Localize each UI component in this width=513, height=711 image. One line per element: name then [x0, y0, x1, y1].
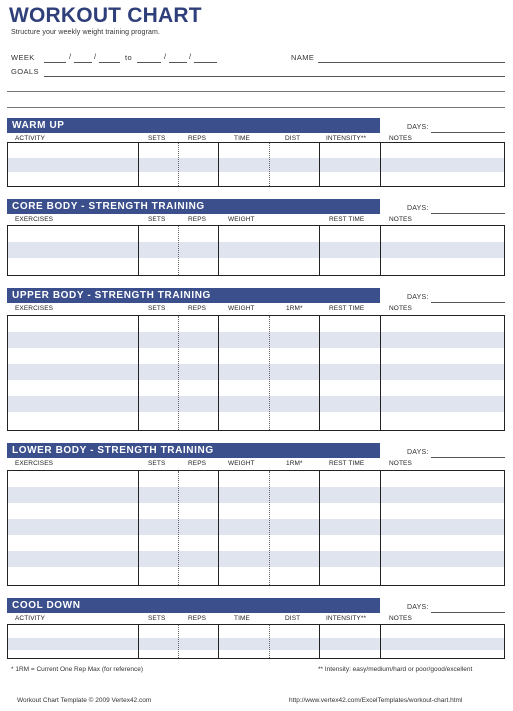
days-label: DAYS:: [407, 124, 429, 131]
table-row[interactable]: [8, 380, 504, 396]
section-header-bar: [7, 118, 380, 133]
col-divider: [178, 143, 179, 186]
col-divider: [380, 143, 381, 186]
week-start-month-field[interactable]: [44, 62, 66, 63]
col-divider: [269, 143, 270, 186]
col-header-dist: DIST: [285, 135, 301, 142]
page-title: WORKOUT CHART: [9, 4, 202, 27]
week-start-day-field[interactable]: [74, 62, 92, 63]
table-row[interactable]: [8, 519, 504, 535]
col-header-rest-time: REST TIME: [329, 460, 365, 467]
days-field[interactable]: [431, 213, 505, 214]
days-field[interactable]: [431, 457, 505, 458]
date-separator: /: [69, 52, 72, 61]
lower-table: [7, 470, 505, 586]
table-row[interactable]: [8, 551, 504, 567]
col-divider: [138, 143, 139, 186]
goals-line[interactable]: [7, 107, 505, 108]
col-header-intensity: INTENSITY**: [326, 135, 367, 142]
col-divider: [319, 625, 320, 658]
table-row[interactable]: [8, 625, 504, 638]
section-header-bar: [7, 199, 380, 214]
col-header-sets: SETS: [148, 305, 166, 312]
col-header-dist: DIST: [285, 615, 301, 622]
section-header-bar: [7, 598, 380, 613]
table-row[interactable]: [8, 226, 504, 242]
days-label: DAYS:: [407, 205, 429, 212]
col-divider: [319, 316, 320, 430]
section-header-bar: [7, 288, 380, 303]
days-field[interactable]: [431, 132, 505, 133]
col-header-activity: ACTIVITY: [15, 615, 46, 622]
col-divider: [178, 625, 179, 658]
section-title: WARM UP: [12, 120, 65, 131]
table-row[interactable]: [8, 412, 504, 430]
lower-section: [7, 443, 505, 586]
col-divider: [380, 316, 381, 430]
table-row[interactable]: [8, 396, 504, 412]
col-divider: [269, 316, 270, 430]
col-divider: [218, 143, 219, 186]
core-section: [7, 199, 505, 277]
week-start-year-field[interactable]: [99, 62, 120, 63]
col-header-weight: WEIGHT: [228, 305, 255, 312]
col-header-sets: SETS: [148, 135, 166, 142]
section-title: UPPER BODY - STRENGTH TRAINING: [12, 290, 211, 301]
col-header-time: TIME: [234, 135, 250, 142]
table-row[interactable]: [8, 567, 504, 585]
col-divider: [178, 226, 179, 275]
col-divider: [319, 471, 320, 585]
section-title: CORE BODY - STRENGTH TRAINING: [12, 201, 205, 212]
days-field[interactable]: [431, 302, 505, 303]
table-row[interactable]: [8, 242, 504, 258]
table-row[interactable]: [8, 650, 504, 658]
days-label: DAYS:: [407, 604, 429, 611]
date-separator: /: [189, 52, 192, 61]
core-table: [7, 225, 505, 276]
col-divider: [218, 471, 219, 585]
col-header-exercises: EXERCISES: [15, 305, 54, 312]
col-header-reps: REPS: [188, 305, 207, 312]
source-link[interactable]: http://www.vertex42.com/ExcelTemplates/workout-chart.html: [289, 697, 463, 704]
table-row[interactable]: [8, 316, 504, 332]
upper-table: [7, 315, 505, 431]
col-header-time: TIME: [234, 615, 250, 622]
week-end-day-field[interactable]: [169, 62, 187, 63]
name-label: NAME: [291, 53, 315, 62]
days-label: DAYS:: [407, 449, 429, 456]
date-separator: /: [164, 52, 167, 61]
col-header-exercises: EXERCISES: [15, 460, 54, 467]
warmup-section: [7, 118, 505, 188]
col-header-notes: NOTES: [389, 135, 412, 142]
table-row[interactable]: [8, 348, 504, 364]
col-header-sets: SETS: [148, 460, 166, 467]
col-header-weight: WEIGHT: [228, 216, 255, 223]
col-divider: [319, 143, 320, 186]
col-header-1rm: 1RM*: [286, 305, 303, 312]
table-row[interactable]: [8, 332, 504, 348]
col-divider: [178, 316, 179, 430]
col-divider: [218, 625, 219, 658]
table-row[interactable]: [8, 258, 504, 274]
footnote-1rm: * 1RM = Current One Rep Max (for reference): [11, 666, 144, 673]
table-row[interactable]: [8, 158, 504, 172]
table-row[interactable]: [8, 535, 504, 551]
days-field[interactable]: [431, 612, 505, 613]
cooldown-table: [7, 624, 505, 659]
week-end-month-field[interactable]: [137, 62, 161, 63]
col-header-weight: WEIGHT: [228, 460, 255, 467]
goals-field[interactable]: [44, 76, 505, 77]
section-title: LOWER BODY - STRENGTH TRAINING: [12, 445, 214, 456]
col-divider: [269, 471, 270, 585]
col-header-sets: SETS: [148, 216, 166, 223]
col-header-activity: ACTIVITY: [15, 135, 46, 142]
col-header-sets: SETS: [148, 615, 166, 622]
col-header-reps: REPS: [188, 615, 207, 622]
page-subtitle: Structure your weekly weight training program.: [11, 29, 160, 36]
col-divider: [319, 226, 320, 275]
table-row[interactable]: [8, 172, 504, 186]
col-header-notes: NOTES: [389, 460, 412, 467]
col-divider: [138, 471, 139, 585]
col-divider: [178, 471, 179, 585]
col-divider: [380, 625, 381, 658]
col-divider: [380, 471, 381, 585]
section-header-bar: [7, 443, 380, 458]
date-separator: /: [94, 52, 97, 61]
col-header-intensity: INTENSITY**: [326, 615, 367, 622]
section-title: COOL DOWN: [12, 600, 81, 611]
table-row[interactable]: [8, 364, 504, 380]
col-divider: [138, 625, 139, 658]
col-divider: [138, 316, 139, 430]
col-divider: [269, 625, 270, 658]
footnote-intensity: ** Intensity: easy/medium/hard or poor/good/excellent: [318, 666, 473, 673]
col-divider: [218, 316, 219, 430]
col-header-exercises: EXERCISES: [15, 216, 54, 223]
goals-label: GOALS: [11, 67, 39, 76]
col-divider: [218, 226, 219, 275]
goals-line[interactable]: [7, 91, 505, 92]
cooldown-section: [7, 598, 505, 659]
col-header-rest-time: REST TIME: [329, 305, 365, 312]
to-label: to: [125, 53, 133, 62]
table-row[interactable]: [8, 471, 504, 487]
col-divider: [380, 226, 381, 275]
col-header-reps: REPS: [188, 460, 207, 467]
warmup-table: [7, 142, 505, 187]
week-end-year-field[interactable]: [194, 62, 217, 63]
col-header-reps: REPS: [188, 135, 207, 142]
name-field[interactable]: [318, 62, 505, 63]
copyright-text: Workout Chart Template © 2009 Vertex42.com: [17, 697, 152, 704]
upper-section: [7, 288, 505, 431]
col-header-reps: REPS: [188, 216, 207, 223]
col-header-1rm: 1RM*: [286, 460, 303, 467]
table-row[interactable]: [8, 638, 504, 650]
table-row[interactable]: [8, 487, 504, 503]
col-header-notes: NOTES: [389, 216, 412, 223]
days-label: DAYS:: [407, 294, 429, 301]
col-divider: [138, 226, 139, 275]
col-header-notes: NOTES: [389, 615, 412, 622]
col-header-rest-time: REST TIME: [329, 216, 365, 223]
col-header-notes: NOTES: [389, 305, 412, 312]
week-label: WEEK: [11, 53, 35, 62]
table-row[interactable]: [8, 143, 504, 158]
table-row[interactable]: [8, 503, 504, 519]
